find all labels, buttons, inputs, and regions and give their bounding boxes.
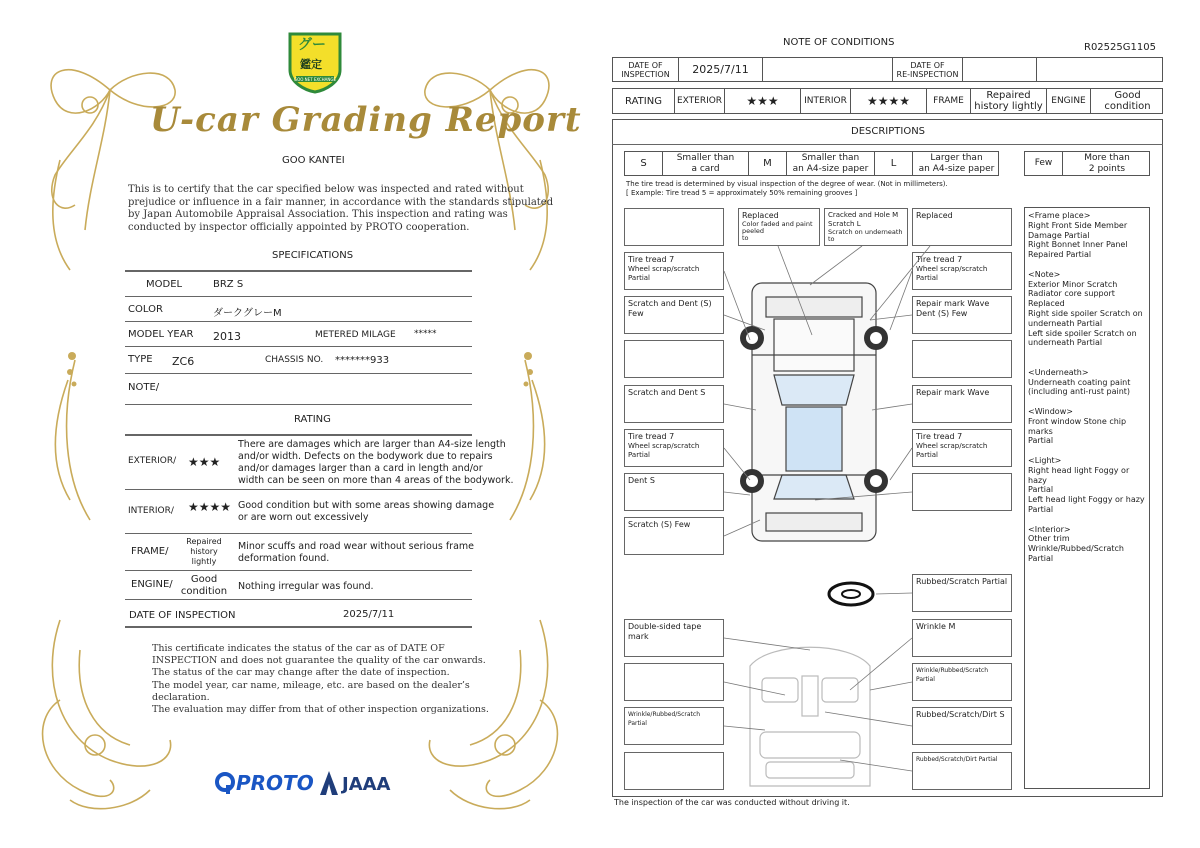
note-line: <Underneath> [1028, 367, 1089, 377]
divider [125, 373, 472, 374]
engine-value: Good condition [180, 574, 228, 597]
exterior-stars: ★★★ [725, 89, 801, 113]
note-line: Right side spoiler Scratch on [1028, 308, 1143, 318]
condition-box: Tire tread 7 Wheel scrap/scratch Partial [624, 252, 724, 290]
interior-label: INTERIOR [801, 89, 851, 113]
condition-box: Scratch (S) Few [624, 517, 724, 555]
condition-box: Tire tread 7 Wheel scrap/scratch Partial [912, 429, 1012, 467]
note-line: Left side spoiler Scratch on [1028, 328, 1137, 338]
divider [125, 296, 472, 297]
certificate-footer: This certificate indicates the status of the car as of DATE OF INSPECTION and does not guarantee the quality of the car onwards. The status of the car may change after the date of inspection. The model year, car name, mileage, etc. are based on the dealer’s declaration. The evaluation may differ from that of other inspection organizations. [152, 643, 489, 716]
rating-label: RATING [613, 89, 675, 113]
notes-list [1028, 211, 1146, 564]
condition-box: Replaced Color faded and paint peeled to [738, 208, 820, 246]
legend-value-s: Smaller than a card [663, 152, 749, 175]
color-value: ダークグレーM [213, 308, 282, 319]
note-line [1028, 260, 1146, 270]
mileage-value: ***** [414, 329, 437, 339]
note-line: Repaired Partial [1028, 250, 1092, 260]
model-label: MODEL [146, 279, 183, 290]
condition-box: Double-sided tape mark [624, 619, 724, 657]
condition-box: Repair mark Wave [912, 385, 1012, 423]
note-line [1028, 348, 1146, 358]
chassis-label: CHASSIS NO. [265, 355, 324, 365]
condition-box: Repair mark Wave Dent (S) Few [912, 296, 1012, 334]
engine-value: Good condition [1104, 90, 1151, 112]
notes-panel [1024, 207, 1150, 789]
note-line: Partial [1028, 485, 1054, 495]
note-line: Damage Partial [1028, 230, 1090, 240]
note-line: Underneath coating paint [1028, 377, 1131, 387]
legend-key-s: S [625, 152, 663, 175]
report-title: U-car Grading Report [150, 100, 582, 140]
interior-stars: ★★★★ [188, 500, 232, 514]
condition-box: Scratch and Dent (S) Few [624, 296, 724, 334]
type-value: ZC6 [172, 355, 195, 368]
jaaa-logo-text: JAAA [342, 774, 391, 795]
note-line: Radiator core support Replaced [1028, 289, 1115, 309]
condition-box: Tire tread 7 Wheel scrap/scratch Partial [912, 252, 1012, 290]
note-line: Right head light Foggy or hazy [1028, 465, 1130, 485]
divider [125, 626, 472, 628]
condition-box: Rubbed/Scratch/Dirt Partial [912, 752, 1012, 790]
tire-tread-note: The tire tread is determined by visual inspection of the degree of wear. (Not in millimeters). [ Example: Tire tread 5 = approximately 50% remaining grooves ] [626, 180, 948, 197]
engine-label: ENGINE/ [131, 579, 173, 590]
badge-top-text: グー [298, 37, 326, 53]
frame-label: FRAME/ [131, 546, 169, 557]
model-year-label: MODEL YEAR [128, 329, 194, 340]
note-line: Wrinkle/Rubbed/Scratch [1028, 544, 1124, 554]
note-line [1028, 446, 1146, 456]
model-year-value: 2013 [213, 330, 241, 343]
condition-box: Cracked and Hole M Scratch L Scratch on underneath to [824, 208, 908, 246]
condition-box: Replaced [912, 208, 1012, 246]
note-line: <Window> [1028, 406, 1073, 416]
note-line [1028, 515, 1146, 525]
note-line: underneath Partial [1028, 338, 1103, 348]
type-label: TYPE [128, 354, 153, 365]
legend-value-l: Larger than an A4-size paper [918, 152, 995, 174]
divider [125, 434, 472, 436]
interior-stars: ★★★★ [851, 89, 927, 113]
model-value: BRZ S [213, 279, 244, 290]
note-line: Partial [1028, 504, 1054, 514]
interior-label: INTERIOR/ [128, 506, 174, 516]
badge-bottom-text: 鑑定 [300, 58, 322, 71]
note-line: Exterior Minor Scratch [1028, 279, 1118, 289]
interior-description: Good condition but with some areas showing damage or are worn out excessively [238, 500, 495, 523]
inspection-date-value: 2025/7/11 [343, 609, 395, 620]
report-id: R02525G1105 [1084, 42, 1156, 53]
condition-box: Rubbed/Scratch/Dirt S [912, 707, 1012, 745]
divider [125, 321, 472, 322]
engine-description: Nothing irregular was found. [238, 581, 374, 592]
note-line: Front window Stone chip marks [1028, 416, 1127, 436]
note-line: <Interior> [1028, 524, 1071, 534]
note-line: Partial [1028, 553, 1054, 563]
note-line: (including anti-rust paint) [1028, 387, 1131, 397]
legend-value-few: More than 2 points [1084, 152, 1130, 174]
conditions-title: NOTE OF CONDITIONS [783, 37, 895, 48]
color-label: COLOR [128, 304, 163, 315]
note-line: Other trim [1028, 534, 1070, 544]
divider [125, 346, 472, 347]
legend-key-l: L [875, 152, 913, 175]
mileage-label: METERED MILAGE [315, 330, 396, 340]
exterior-stars: ★★★ [188, 455, 221, 469]
inspection-footer: The inspection of the car was conducted without driving it. [614, 798, 850, 807]
specifications-heading: SPECIFICATIONS [272, 250, 354, 261]
legend-key-few: Few [1025, 152, 1063, 175]
frame-value: Repaired history lightly [186, 537, 222, 566]
descriptions-heading: DESCRIPTIONS [851, 126, 926, 137]
legend-key-m: M [749, 152, 787, 175]
proto-logo-icon [214, 771, 236, 795]
report-subtitle: GOO KANTEI [282, 155, 345, 166]
divider [125, 570, 472, 571]
note-line: <Frame place> [1028, 211, 1091, 220]
exterior-label: EXTERIOR [675, 89, 725, 113]
divider [125, 270, 472, 272]
note-line [1028, 358, 1146, 368]
chassis-value: *******933 [335, 355, 390, 366]
note-line: Left head light Foggy or hazy [1028, 495, 1145, 505]
legend-value-m: Smaller than an A4-size paper [787, 152, 875, 175]
divider [125, 599, 472, 600]
condition-box: Wrinkle/Rubbed/Scratch Partial [912, 663, 1012, 701]
condition-box: Rubbed/Scratch Partial [912, 574, 1012, 612]
conditions-panel [600, 0, 1200, 848]
date-inspection-label: DATE OF INSPECTION [613, 58, 679, 81]
note-line: underneath Partial [1028, 318, 1103, 328]
exterior-description: There are damages which are larger than A4-size length and/or width. Defects on the bodywork due to repairs and/or damages larger than a card in length and/or width can be seen on more than 4 areas of the bodywork. [238, 439, 514, 486]
condition-box: Dent S [624, 473, 724, 511]
divider [125, 489, 472, 490]
date-inspection-value: 2025/7/11 [679, 58, 763, 81]
condition-box: Wrinkle/Rubbed/Scratch Partial [624, 707, 724, 745]
frame-value: Repaired history lightly [971, 89, 1047, 113]
note-line [1028, 397, 1146, 407]
note-label: NOTE/ [128, 382, 160, 393]
exterior-label: EXTERIOR/ [128, 456, 177, 466]
divider [125, 533, 472, 534]
inspection-date-label: DATE OF INSPECTION [129, 610, 236, 621]
frame-label: FRAME [927, 89, 971, 113]
rating-heading: RATING [294, 414, 331, 425]
note-line: <Light> [1028, 455, 1062, 465]
certify-text: This is to certify that the car specified below was inspected and rated without prejudice or influence in a fair manner, in accordance with the standards stipulated by Japan Automobile Appraisal Association. This inspection and rating was conducted by inspector officially appointed by PROTO cooperation. [128, 184, 554, 233]
badge-brand-text: GOO NET EXCHANGE [294, 77, 337, 82]
note-line: Partial [1028, 436, 1054, 446]
condition-box: Wrinkle M [912, 619, 1012, 657]
divider [125, 404, 472, 405]
condition-box: Scratch and Dent S [624, 385, 724, 423]
condition-box: Tire tread 7 Wheel scrap/scratch Partial [624, 429, 724, 467]
engine-label: ENGINE [1047, 89, 1091, 113]
note-line: Right Front Side Member [1028, 220, 1128, 230]
proto-logo-text: PROTO [236, 771, 314, 795]
reinspection-label: DATE OF RE-INSPECTION [893, 58, 963, 81]
jaaa-logo-icon [318, 770, 340, 796]
note-line: <Note> [1028, 269, 1061, 279]
frame-description: Minor scuffs and road wear without serious frame deformation found. [238, 541, 474, 564]
note-line: Right Bonnet Inner Panel [1028, 240, 1128, 250]
